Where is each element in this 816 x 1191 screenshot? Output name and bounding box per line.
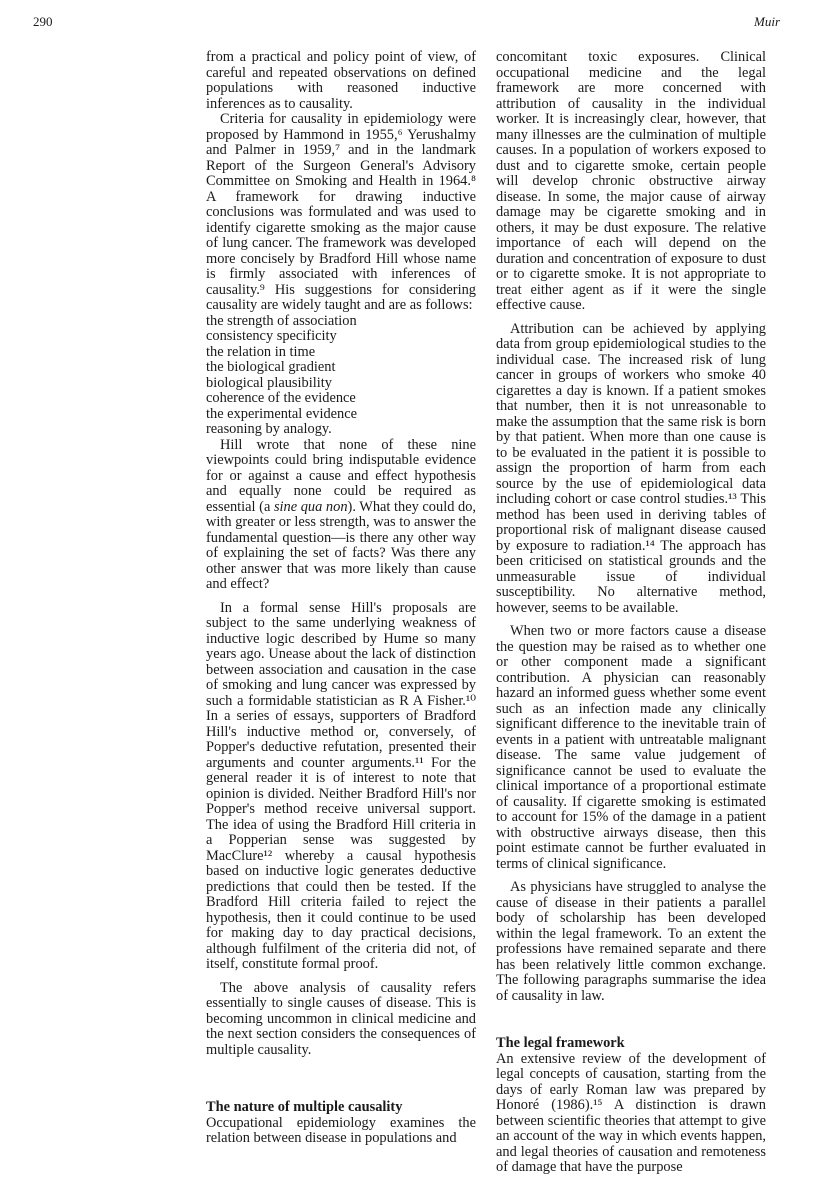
- text-run: Hill wrote that none of these nine viewpoints could bring indisputable evidence for or against a cause and effect hypothesis and equally none could be required as essential (a: [206, 436, 476, 515]
- paragraph-legal-review: An extensive review of the development of legal concepts of causation, starting from the days of early Roman law was prepared by Honoré (1986).¹⁵ A distinction is drawn between scientific theories that attempt to give an account of the way in which events happen, and legal theories of causation and remoteness of damage that have the purpose: [496, 1050, 766, 1175]
- paragraph-concomitant-exposures: concomitant toxic exposures. Clinical occupational medicine and the legal framework are more concerned with attribution of causality in the individual worker. It is increasingly clear, however, that many illnesses are the culmination of multiple causes. In a population of workers exposed to dust and to cigarette smoke, certain people will develop chronic obstructive airway disease. In some, the major cause of airway damage may be cigarette smoking and in others, it may be dust exposure. The relative importance of each will depend on the duration and concentration of exposure to dust or to cigarette smoke. It is not appropriate to treat either agent as if it were the single effective cause.: [496, 49, 766, 313]
- paragraph-continuation: from a practical and policy point of view, of careful and repeated observations on defined populations with reasoned inductive inferences as to causality.: [206, 49, 476, 112]
- right-column: [496, 50, 766, 1176]
- paragraph-occupational-epidemiology: Occupational epidemiology examines the relation between disease in populations and: [206, 1114, 476, 1146]
- heading-legal-framework: The legal framework: [496, 1035, 625, 1051]
- paragraph-two-factors: When two or more factors cause a disease the question may be raised as to whether one or other component made a significant contribution. A physician can reasonably hazard an informed guess whether some event such as an infection made any clinically significant difference to the inevitable train of events in a patient with untreatable malignant disease. The same value judgement of significance cannot be used to evaluate the clinical importance of a proportional estimate of causality. If cigarette smoking is estimated to account for 15% of the damage in a patient with obstructive airways disease, then this point estimate cannot be further evaluated in terms of clinical significance.: [496, 623, 766, 872]
- criteria-item: biological plausibility: [206, 374, 332, 391]
- paragraph-attribution: Attribution can be achieved by applying data from group epidemiological studies to the individual case. The increased risk of lung cancer in groups of workers who smoke 40 cigarettes a day is known. If a patient smokes that number, then it is not unreasonable to make the assumption that the same risk is born by that patient. When more than one cause is to be evaluated in the patient it is possible to assign the proportion of harm from each source by the use of epidemiological data including cohort or case control studies.¹³ This method has been used in deriving tables of proportional risk of malignant disease caused by exposure to radiation.¹⁴ The approach has been criticised on statistical grounds and the unmeasurable issue of individual susceptibility. No alternative method, however, seems to be available.: [496, 320, 766, 616]
- paragraph-formal-sense: In a formal sense Hill's proposals are subject to the same underlying weakness of inductive logic described by Hume so many years ago. Unease about the lack of distinction between association and causation in the case of smoking and lung cancer was expressed by such a formidable statistician as R A Fisher.¹⁰ In a series of essays, supporters of Bradford Hill's inductive method or, conversely, of Popper's deductive refutation, presented their arguments and counter arguments.¹¹ For the general reader it is of interest to note that opinion is divided. Neither Bradford Hill's nor Popper's method receive universal support. The idea of using the Bradford Hill criteria in a Popperian sense was suggested by MacClure¹² whereby a causal hypothesis based on inductive logic generates deductive predictions that could then be tested. If the Bradford Hill criteria failed to reject the hypothesis, then it could continue to be used for making day to day practical decisions, although fulfilment of the criteria did not, of itself, constitute formal proof.: [206, 599, 476, 972]
- criteria-item: the strength of association: [206, 312, 357, 329]
- criteria-item: the relation in time: [206, 343, 316, 360]
- criteria-item: reasoning by analogy.: [206, 421, 332, 437]
- criteria-item: the experimental evidence: [206, 405, 358, 422]
- paragraph-criteria-intro: Criteria for causality in epidemiology were proposed by Hammond in 1955,⁶ Yerushalmy and Palmer in 1959,⁷ and in the landmark Report of the Surgeon General's Advisory Committee on Smoking and Health in 1964.⁸ A framework for drawing inductive conclusions was formulated and was used to identify cigarette smoking as the major cause of lung cancer. The framework was developed more concisely by Bradford Hill whose name is firmly associated with inferences of causality.⁹ His suggestions for considering causality are widely taught and are as follows:: [206, 111, 476, 313]
- running-head: Muir: [754, 14, 780, 29]
- text-run: ). What they could do, with greater or less strength, was to answer the fundamental question—is there any other way of explaining the set of facts? Was there any other answer that was more likely than cause and effect?: [206, 498, 476, 592]
- criteria-item: the biological gradient: [206, 359, 336, 375]
- page-number: 290: [33, 14, 53, 29]
- criteria-list: [206, 314, 476, 438]
- heading-multiple-causality: The nature of multiple causality: [206, 1099, 403, 1115]
- paragraph-single-causes: The above analysis of causality refers essentially to single causes of disease. This is becoming uncommon in clinical medicine and the next section considers the consequences of multiple causality.: [206, 979, 476, 1058]
- latin-phrase: sine qua non: [273, 498, 348, 515]
- paragraph-physicians-legal: As physicians have struggled to analyse the cause of disease in their patients a parallel body of scholarship has been developed within the legal framework. To an extent the professions have remained separate and there has been relatively little common exchange. The following paragraphs summarise the idea of causality in law.: [496, 879, 766, 1004]
- left-column: [206, 50, 476, 1147]
- paragraph-hill-viewpoints: [206, 438, 476, 593]
- criteria-item: coherence of the evidence: [206, 390, 356, 406]
- criteria-item: consistency specificity: [206, 328, 337, 344]
